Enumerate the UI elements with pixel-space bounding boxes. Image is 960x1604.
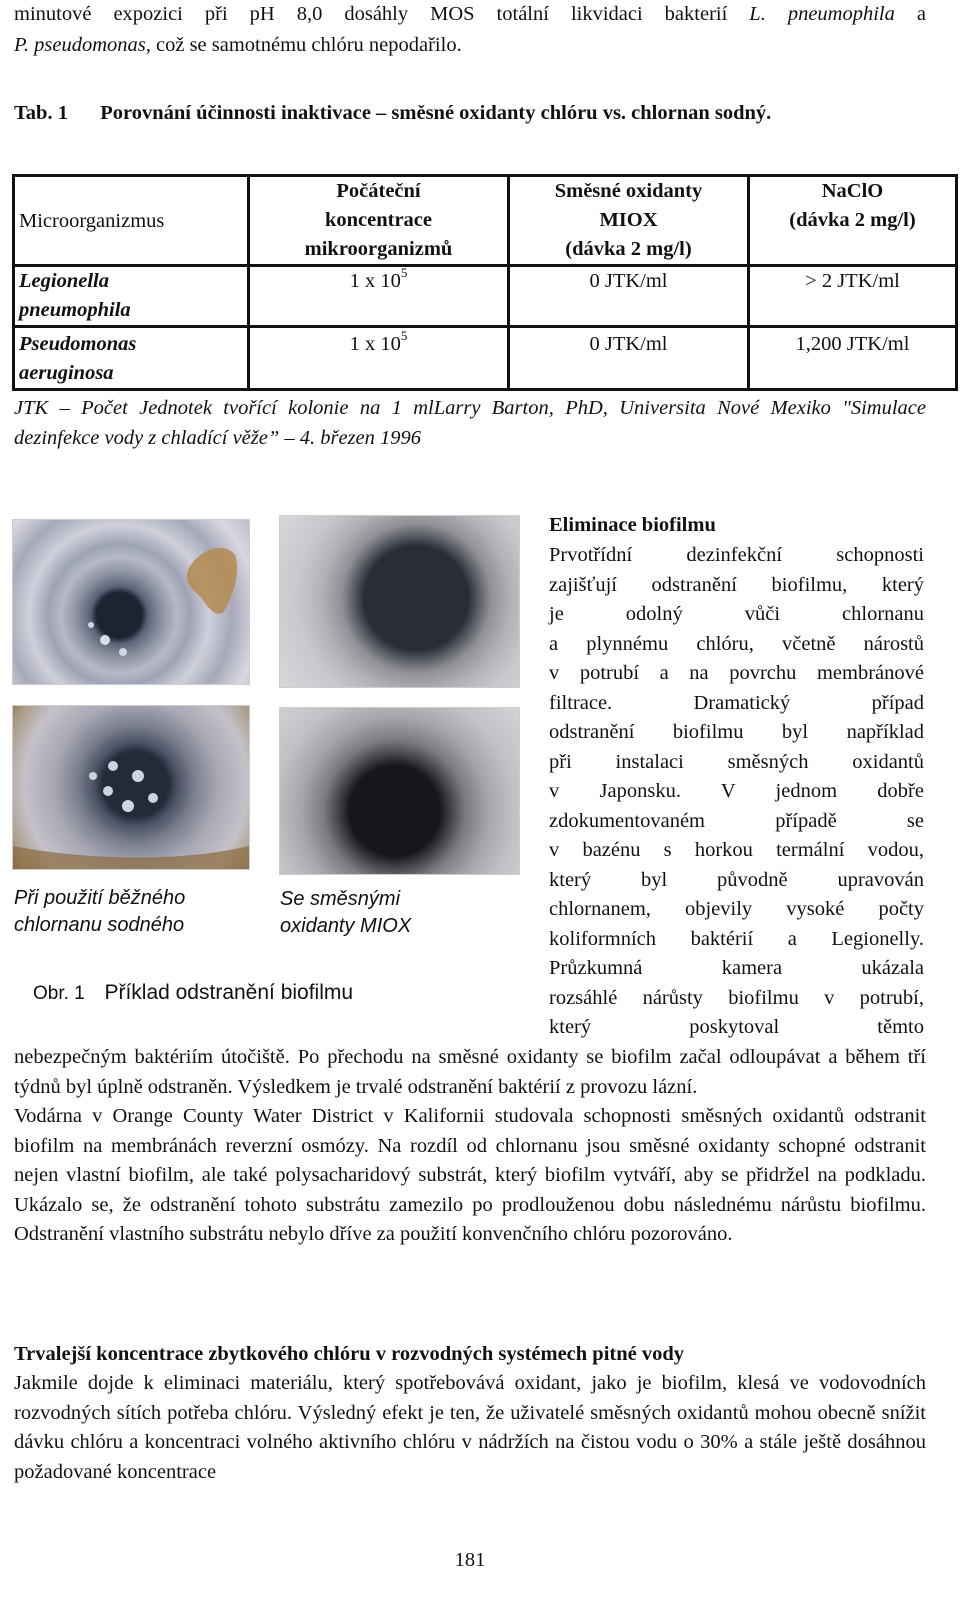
- table-caption: [14, 99, 771, 129]
- column-line: filtrace. Dramatický případ: [549, 691, 924, 714]
- pipe-biofilm-image: [13, 520, 249, 684]
- table-caption-label: Tab. 1: [14, 102, 68, 124]
- column-line: v Japonsku. V jednom dobře: [549, 780, 924, 802]
- section-paragraph: Jakmile dojde k eliminaci materiálu, který spotřebovává oxidant, jako je biofilm, klesá ve vodovodních rozvodných sítích potřeba chlóru. Výsledný efekt je ten, že uživatelé směsných oxidantů mohou obecně snížit dávku chlóru a koncentraci volného aktivního chlóru v nádržích na čistou vodu o 30% a stále ještě dosáhnou požadované koncentrace: [14, 1372, 926, 1483]
- section-heading: Trvalejší koncentrace zbytkového chlóru v rozvodných systémech pitné vody: [14, 1343, 685, 1365]
- column-line: který poskytoval těmto: [549, 1016, 924, 1038]
- row-organism: Legionella pneumophila: [14, 266, 249, 327]
- biofilm-continuation: [14, 1043, 926, 1250]
- pipe-biofilm-spots: [13, 706, 249, 869]
- figure-label: Obr. 1 Příklad odstranění biofilmu: [33, 981, 354, 1004]
- comparison-table: [12, 174, 958, 391]
- row-concentration: 1 x $10^5$: [249, 266, 509, 327]
- column-line: koliformních baktérií a Legionelly.: [549, 927, 924, 950]
- column-line: při instalaci směsných oxidantů: [549, 750, 924, 773]
- paragraph: nebezpečným baktériím útočiště. Po přechodu na směsné oxidanty se biofilm začal odloupávat a během tří týdnů byl úplně odstraněn. Výsledkem je trvalé odstranění baktérií z provozu lázní.: [14, 1046, 926, 1098]
- column-line: a plynnému chlóru, včetně nárostů: [549, 632, 924, 655]
- caption-naclo: Při použití běžného chlornanu sodného: [14, 887, 186, 936]
- biofilm-column-text: [549, 541, 924, 1043]
- intro-text: což se samotnému chlóru nepodařilo.: [150, 34, 462, 56]
- intro-line-2: [14, 31, 462, 61]
- table-row: [14, 266, 957, 327]
- header-miox: Směsné oxidanty MIOX (dávka 2 mg/l): [509, 176, 749, 266]
- row-organism: Pseudomonas aeruginosa: [14, 327, 249, 390]
- intro-text: a: [894, 3, 926, 25]
- table-row: [14, 327, 957, 390]
- column-line: Prvotřídní dezinfekční schopnosti: [549, 544, 924, 566]
- column-line: chlornanem, objevily vysoké počty: [549, 898, 924, 920]
- table-caption-text: Porovnání účinnosti inaktivace – směsné oxidanty chlóru vs. chlornan sodný.: [100, 102, 772, 124]
- row-naclo: > 2 JTK/ml: [749, 266, 957, 327]
- photo-pipe-miox-1: [279, 515, 520, 688]
- row-concentration: 1 x $10^5$: [249, 327, 509, 390]
- table-header-row: [14, 176, 957, 266]
- caption-miox: Se směsnými oxidanty MIOX: [280, 888, 412, 937]
- photo-pipe-naclo-1: [12, 519, 250, 685]
- row-miox: 0 JTK/ml: [509, 327, 749, 390]
- table-note: JTK – Počet Jednotek tvořící kolonie na 1 mlLarry Barton, PhD, Universita Nové Mexiko "Simulace dezinfekce vody z chladící věže” – 4. březen 1996: [14, 397, 926, 449]
- column-line: v potrubí a na povrchu membránové: [549, 662, 924, 684]
- intro-species: L. pneumophila: [749, 3, 895, 25]
- row-naclo: 1,200 JTK/ml: [749, 327, 957, 390]
- intro-line-1: [14, 0, 926, 30]
- column-line: zajišťují odstranění biofilmu, který: [549, 573, 924, 596]
- row-miox: 0 JTK/ml: [509, 266, 749, 327]
- intro-species: P. pseudomonas,: [14, 34, 151, 56]
- paragraph: Vodárna v Orange County Water District v Kalifornii studovala schopnosti směsných oxidantů odstranit biofilm na membránách reverzní osmózy. Na rozdíl od chlornanu jsou směsné oxidanty schopné odstranit nejen vlastní biofilm, ale také polysacharidový substrát, který biofilm vytváří, aby se přidržel na podkladu. Ukázalo se, že odstranění tohoto substrátu zamezilo po prodlouženou dobu následnému nárůstu biofilmu. Odstranění vlastního substrátu nebylo dříve za použití konvenčního chlóru pozorováno.: [14, 1105, 926, 1245]
- column-line: v bazénu s horkou termální vodou,: [549, 839, 924, 861]
- page-number: 181: [454, 1549, 486, 1571]
- column-line: odstranění biofilmu byl například: [549, 721, 924, 743]
- intro-text: minutové expozici při pH 8,0 dosáhly MOS totální likvidaci bakterií: [14, 3, 750, 25]
- column-line: který byl původně upravován: [549, 868, 924, 891]
- column-line: rozsáhlé nárůsty biofilmu v potrubí,: [549, 986, 924, 1009]
- header-microorganism: Microorganizmus: [14, 176, 249, 266]
- column-line: Průzkumná kamera ukázala: [549, 957, 924, 979]
- photo-pipe-naclo-2: [12, 705, 250, 870]
- column-line: zdokumentovaném případě se: [549, 809, 924, 832]
- biofilm-heading: Eliminace biofilmu: [549, 514, 716, 536]
- column-line: je odolný vůči chlornanu: [549, 603, 924, 625]
- photo-pipe-miox-2: [279, 707, 520, 875]
- header-initial-concentration: Počáteční koncentrace mikroorganizmů: [249, 176, 509, 266]
- header-naclo: NaClO (dávka 2 mg/l): [749, 176, 957, 266]
